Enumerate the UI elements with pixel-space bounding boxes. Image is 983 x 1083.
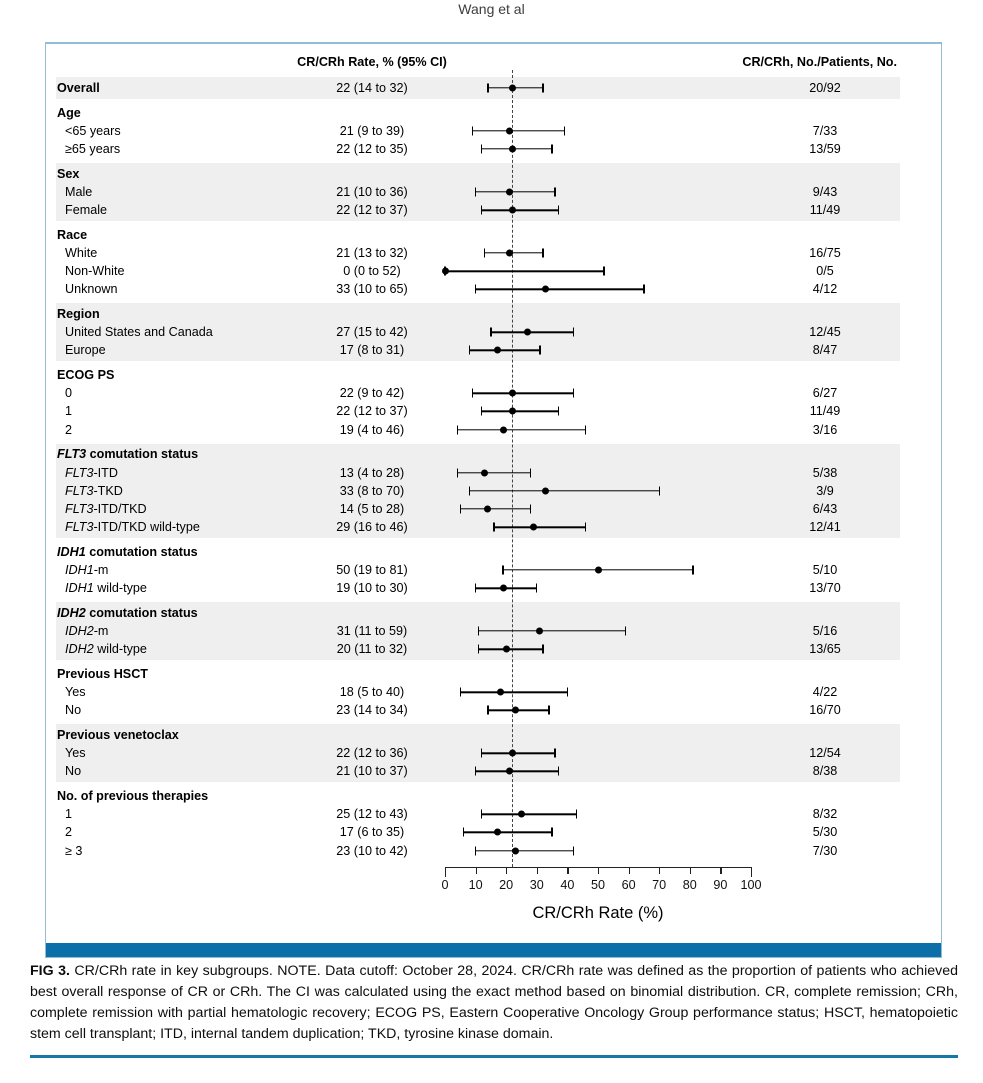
count-text: 6/43 xyxy=(812,501,838,516)
x-axis-tick-label: 40 xyxy=(560,878,575,892)
ci-line xyxy=(494,526,586,527)
section-title: Race xyxy=(57,227,88,242)
x-axis-tick-label: 70 xyxy=(652,878,667,892)
ci-cap xyxy=(554,187,555,196)
ci-cap xyxy=(573,328,574,337)
point-estimate-dot xyxy=(481,469,488,476)
point-estimate-dot xyxy=(500,426,507,433)
subgroup-section xyxy=(46,303,941,361)
ci-line xyxy=(457,472,530,473)
row-label: Non-White xyxy=(65,264,125,279)
ci-cap xyxy=(542,645,543,654)
ci-cap xyxy=(643,285,644,294)
point-estimate-dot xyxy=(494,829,501,836)
estimate-ci-text: 21 (10 to 37) xyxy=(336,764,408,779)
forest-row xyxy=(46,323,941,341)
caption-rule xyxy=(30,1055,958,1058)
ci-line xyxy=(463,832,552,833)
section-title: FLT3 comutation status xyxy=(57,447,199,462)
count-text: 12/54 xyxy=(809,746,841,761)
estimate-ci-text: 33 (10 to 65) xyxy=(336,282,408,297)
count-text: 3/16 xyxy=(812,422,838,437)
ci-line xyxy=(485,252,543,253)
ci-line xyxy=(476,771,559,772)
row-label: 2 xyxy=(65,825,73,840)
x-axis-tick-label: 20 xyxy=(499,878,514,892)
ci-cap xyxy=(625,627,626,636)
row-label: Male xyxy=(65,184,93,199)
row-label: ≥ 3 xyxy=(65,843,83,858)
x-axis-tick xyxy=(537,867,538,874)
ci-cap xyxy=(539,346,540,355)
forest-row xyxy=(46,463,941,481)
forest-row xyxy=(46,421,941,439)
ci-cap xyxy=(475,767,476,776)
estimate-ci-text: 22 (9 to 42) xyxy=(339,386,405,401)
point-estimate-dot xyxy=(509,390,516,397)
ci-cap xyxy=(692,565,693,574)
section-header-row xyxy=(46,165,941,183)
point-estimate-dot xyxy=(497,689,504,696)
subgroup-section xyxy=(46,663,941,721)
point-estimate-dot xyxy=(512,707,519,714)
forest-row xyxy=(46,341,941,359)
subgroup-section xyxy=(46,163,941,221)
row-label: IDH1-m xyxy=(65,562,109,577)
row-label: IDH1 wild-type xyxy=(65,581,147,596)
forest-row xyxy=(46,244,941,262)
ci-cap xyxy=(472,126,473,135)
ci-cap xyxy=(460,504,461,513)
section-title: IDH2 comutation status xyxy=(57,605,198,620)
point-estimate-dot xyxy=(500,585,507,592)
ci-cap xyxy=(530,468,531,477)
x-axis-tick xyxy=(567,867,568,874)
point-estimate-dot xyxy=(509,408,516,415)
x-axis-tick xyxy=(720,867,721,874)
subgroup-section xyxy=(46,102,941,160)
forest-row xyxy=(46,280,941,298)
x-axis-tick-label: 50 xyxy=(590,878,605,892)
estimate-ci-text: 25 (12 to 43) xyxy=(336,807,408,822)
ci-cap xyxy=(484,248,485,257)
forest-row xyxy=(46,183,941,201)
point-estimate-dot xyxy=(506,249,513,256)
ci-line xyxy=(473,393,574,394)
count-text: 13/59 xyxy=(809,142,841,157)
point-estimate-dot xyxy=(442,268,449,275)
count-text: 7/30 xyxy=(812,843,838,858)
section-header-row xyxy=(46,604,941,622)
x-axis-title: CR/CRh Rate (%) xyxy=(532,904,664,922)
ci-cap xyxy=(478,645,479,654)
ci-cap xyxy=(530,504,531,513)
count-text: 16/75 xyxy=(809,245,841,260)
estimate-ci-text: 19 (10 to 30) xyxy=(336,581,408,596)
row-label: 2 xyxy=(65,422,73,437)
estimate-ci-text: 23 (14 to 34) xyxy=(336,703,408,718)
ci-cap xyxy=(558,767,559,776)
forest-row xyxy=(46,701,941,719)
point-estimate-dot xyxy=(518,811,525,818)
x-axis-tick-label: 80 xyxy=(682,878,697,892)
row-label: FLT3-ITD/TKD wild-type xyxy=(65,520,200,535)
count-text: 12/41 xyxy=(809,520,841,535)
ci-cap xyxy=(542,248,543,257)
x-axis-tick xyxy=(659,867,660,874)
ci-line xyxy=(482,148,552,149)
subgroup-section xyxy=(46,224,941,300)
ci-cap xyxy=(659,486,660,495)
row-label: 1 xyxy=(65,404,73,419)
row-label: IDH2-m xyxy=(65,624,109,639)
point-estimate-dot xyxy=(506,188,513,195)
point-estimate-dot xyxy=(595,566,602,573)
subgroup-section xyxy=(46,785,941,861)
ci-line xyxy=(491,332,574,333)
count-text: 5/30 xyxy=(812,825,838,840)
forest-row xyxy=(46,500,941,518)
count-text: 20/92 xyxy=(809,80,841,95)
section-title: Region xyxy=(57,307,100,322)
estimate-ci-text: 33 (8 to 70) xyxy=(339,483,405,498)
ci-cap xyxy=(490,328,491,337)
estimate-ci-text: 21 (10 to 36) xyxy=(336,184,408,199)
row-label: 0 xyxy=(65,386,73,401)
row-label: ≥65 years xyxy=(65,142,121,157)
point-estimate-dot xyxy=(503,646,510,653)
x-axis-tick-label: 0 xyxy=(441,878,449,892)
forest-row xyxy=(46,482,941,500)
ci-cap xyxy=(481,810,482,819)
point-estimate-dot xyxy=(506,127,513,134)
figure-box xyxy=(45,42,942,958)
subgroup-section xyxy=(46,77,941,98)
ci-line xyxy=(460,691,567,692)
estimate-ci-text: 13 (4 to 28) xyxy=(339,465,405,480)
running-head: Wang et al xyxy=(458,1,525,17)
point-estimate-dot xyxy=(509,146,516,153)
row-label: IDH2 wild-type xyxy=(65,642,147,657)
forest-row xyxy=(46,579,941,597)
ci-cap xyxy=(573,389,574,398)
ci-cap xyxy=(478,627,479,636)
ci-cap xyxy=(551,145,552,154)
ci-cap xyxy=(558,206,559,215)
row-label: White xyxy=(65,245,98,260)
point-estimate-dot xyxy=(484,505,491,512)
estimate-ci-text: 19 (4 to 46) xyxy=(339,422,405,437)
ci-cap xyxy=(487,83,488,92)
point-estimate-dot xyxy=(509,750,516,757)
ci-cap xyxy=(585,523,586,532)
section-header-row xyxy=(46,226,941,244)
rows-container xyxy=(46,77,941,864)
ci-line xyxy=(469,350,539,351)
count-text: 11/49 xyxy=(809,203,841,218)
section-title: Previous venetoclax xyxy=(57,727,179,742)
count-text: 5/16 xyxy=(812,624,838,639)
forest-row xyxy=(46,640,941,658)
estimate-ci-text: 18 (5 to 40) xyxy=(339,685,405,700)
count-text: 7/33 xyxy=(812,123,838,138)
estimate-ci-text: 23 (10 to 42) xyxy=(336,843,408,858)
count-text: 16/70 xyxy=(809,703,841,718)
ci-line xyxy=(476,289,644,290)
ci-line xyxy=(482,411,559,412)
ci-cap xyxy=(463,828,464,837)
point-estimate-dot xyxy=(509,84,516,91)
row-label: No xyxy=(65,764,82,779)
count-text: 11/49 xyxy=(809,404,841,419)
section-header-row xyxy=(46,445,941,463)
estimate-ci-text: 20 (11 to 32) xyxy=(336,642,408,657)
section-title: Age xyxy=(57,105,81,120)
forest-row xyxy=(46,79,941,97)
forest-row xyxy=(46,384,941,402)
ci-cap xyxy=(475,285,476,294)
column-header-ci: CR/CRh Rate, % (95% CI) xyxy=(297,55,447,69)
forest-row xyxy=(46,402,941,420)
count-text: 0/5 xyxy=(816,264,834,279)
ci-cap xyxy=(469,346,470,355)
section-title: No. of previous therapies xyxy=(57,789,209,804)
row-label: FLT3-TKD xyxy=(65,483,123,498)
subgroup-section xyxy=(46,444,941,538)
row-label: No xyxy=(65,703,82,718)
point-estimate-dot xyxy=(512,847,519,854)
ci-cap xyxy=(481,206,482,215)
ci-line xyxy=(476,191,556,192)
point-estimate-dot xyxy=(524,329,531,336)
ci-cap xyxy=(481,407,482,416)
ci-cap xyxy=(603,267,604,276)
row-label: United States and Canada xyxy=(65,325,213,340)
estimate-ci-text: 22 (12 to 37) xyxy=(336,404,408,419)
ci-cap xyxy=(493,523,494,532)
estimate-ci-text: 22 (12 to 36) xyxy=(336,746,408,761)
caption-text: CR/CRh rate in key subgroups. NOTE. Data cutoff: October 28, 2024. CR/CRh rate was defined as the proportion of patients who achieved best overall response of CR or CRh. The CI was calculated using the exact method based on binomial distribution. CR, complete remission; CRh, complete remission with partial hematologic recovery; ECOG PS, Eastern Cooperative Oncology Group performance status; HSCT, hematopoietic stem cell transplant; ITD, internal tandem duplication; TKD, tyrosine kinase domain. xyxy=(30,963,958,1042)
row-label: Europe xyxy=(65,343,106,358)
x-axis-tick xyxy=(445,867,446,877)
count-text: 4/22 xyxy=(812,685,838,700)
ci-line xyxy=(479,630,626,631)
point-estimate-dot xyxy=(506,768,513,775)
subgroup-section xyxy=(46,541,941,599)
ci-line xyxy=(476,850,574,851)
section-title: Previous HSCT xyxy=(57,666,148,681)
ci-cap xyxy=(475,187,476,196)
row-label: <65 years xyxy=(65,123,121,138)
section-header-row xyxy=(46,665,941,683)
estimate-ci-text: 21 (9 to 39) xyxy=(339,123,405,138)
ci-cap xyxy=(469,486,470,495)
forest-row xyxy=(46,518,941,536)
ci-cap xyxy=(573,846,574,855)
section-title: IDH1 comutation status xyxy=(57,544,198,559)
ci-line xyxy=(482,209,559,210)
ci-cap xyxy=(457,425,458,434)
ci-cap xyxy=(502,565,503,574)
ci-line xyxy=(460,508,530,509)
figure-caption xyxy=(30,961,958,1045)
forest-row xyxy=(46,823,941,841)
estimate-ci-text: 14 (5 to 28) xyxy=(339,501,405,516)
caption-tag: FIG 3. xyxy=(30,963,70,979)
row-label: Yes xyxy=(65,685,86,700)
ci-cap xyxy=(460,688,461,697)
point-estimate-dot xyxy=(494,347,501,354)
x-axis-tick-label: 100 xyxy=(740,878,762,892)
estimate-ci-text: 31 (11 to 59) xyxy=(336,624,408,639)
ci-cap xyxy=(548,706,549,715)
ci-cap xyxy=(554,749,555,758)
subgroup-section xyxy=(46,602,941,660)
ci-line xyxy=(445,270,604,271)
estimate-ci-text: 27 (15 to 42) xyxy=(336,325,408,340)
forest-row xyxy=(46,683,941,701)
column-header-counts: CR/CRh, No./Patients, No. xyxy=(742,55,897,69)
estimate-ci-text: 22 (14 to 32) xyxy=(336,80,408,95)
point-estimate-dot xyxy=(530,524,537,531)
ci-cap xyxy=(564,126,565,135)
x-axis-tick xyxy=(598,867,599,874)
count-text: 13/70 xyxy=(809,581,841,596)
x-axis-tick xyxy=(476,867,477,874)
ci-cap xyxy=(558,407,559,416)
estimate-ci-text: 17 (6 to 35) xyxy=(339,825,405,840)
estimate-ci-text: 22 (12 to 35) xyxy=(336,142,408,157)
ci-cap xyxy=(585,425,586,434)
x-axis-tick-label: 30 xyxy=(529,878,544,892)
section-header-row xyxy=(46,726,941,744)
ci-line xyxy=(482,814,577,815)
section-title: Sex xyxy=(57,166,80,181)
estimate-ci-text: 29 (16 to 46) xyxy=(336,520,408,535)
section-header-row xyxy=(46,104,941,122)
x-axis-tick xyxy=(690,867,691,874)
forest-row xyxy=(46,744,941,762)
count-text: 6/27 xyxy=(812,386,838,401)
section-header-row xyxy=(46,787,941,805)
forest-row xyxy=(46,262,941,280)
estimate-ci-text: 17 (8 to 31) xyxy=(339,343,405,358)
ci-line xyxy=(469,490,659,491)
ci-line xyxy=(473,130,565,131)
x-axis-tick-label: 10 xyxy=(468,878,483,892)
ci-cap xyxy=(487,706,488,715)
forest-row xyxy=(46,561,941,579)
count-text: 5/38 xyxy=(812,465,838,480)
subgroup-section xyxy=(46,365,941,441)
forest-row xyxy=(46,622,941,640)
forest-row xyxy=(46,140,941,158)
ci-cap xyxy=(481,749,482,758)
ci-cap xyxy=(536,584,537,593)
ci-cap xyxy=(472,389,473,398)
count-text: 3/9 xyxy=(816,483,834,498)
ci-cap xyxy=(475,846,476,855)
x-axis-tick xyxy=(629,867,630,874)
subgroup-section xyxy=(46,724,941,782)
count-text: 8/47 xyxy=(812,343,838,358)
count-text: 12/45 xyxy=(809,325,841,340)
row-label: Yes xyxy=(65,746,86,761)
forest-row xyxy=(46,201,941,219)
row-label: Overall xyxy=(57,80,100,95)
row-label: 1 xyxy=(65,807,73,822)
section-header-row xyxy=(46,305,941,323)
ci-cap xyxy=(567,688,568,697)
count-text: 8/38 xyxy=(812,764,838,779)
count-text: 4/12 xyxy=(812,282,838,297)
ci-line xyxy=(479,649,543,650)
forest-row xyxy=(46,842,941,860)
row-label: FLT3-ITD/TKD xyxy=(65,501,147,516)
estimate-ci-text: 22 (12 to 37) xyxy=(336,203,408,218)
point-estimate-dot xyxy=(509,207,516,214)
x-axis-tick xyxy=(751,867,752,877)
row-label: Female xyxy=(65,203,107,218)
count-text: 5/10 xyxy=(812,562,838,577)
x-axis-tick xyxy=(506,867,507,874)
count-text: 13/65 xyxy=(809,642,841,657)
estimate-ci-text: 0 (0 to 52) xyxy=(343,264,401,279)
ci-line xyxy=(482,752,555,753)
estimate-ci-text: 21 (13 to 32) xyxy=(336,245,408,260)
row-label: Unknown xyxy=(65,282,118,297)
row-label: FLT3-ITD xyxy=(65,465,118,480)
estimate-ci-text: 50 (19 to 81) xyxy=(336,562,408,577)
ci-cap xyxy=(475,584,476,593)
count-text: 8/32 xyxy=(812,807,838,822)
point-estimate-dot xyxy=(542,487,549,494)
section-header-row xyxy=(46,366,941,384)
forest-row xyxy=(46,762,941,780)
section-title: ECOG PS xyxy=(57,368,115,383)
count-text: 9/43 xyxy=(812,184,838,199)
ci-cap xyxy=(551,828,552,837)
point-estimate-dot xyxy=(542,286,549,293)
ci-cap xyxy=(542,83,543,92)
ci-line xyxy=(457,429,586,430)
point-estimate-dot xyxy=(536,628,543,635)
forest-row xyxy=(46,122,941,140)
section-header-row xyxy=(46,543,941,561)
x-axis-tick-label: 90 xyxy=(713,878,728,892)
ci-cap xyxy=(481,145,482,154)
ci-cap xyxy=(457,468,458,477)
x-axis-tick-label: 60 xyxy=(621,878,636,892)
ci-cap xyxy=(576,810,577,819)
forest-row xyxy=(46,805,941,823)
